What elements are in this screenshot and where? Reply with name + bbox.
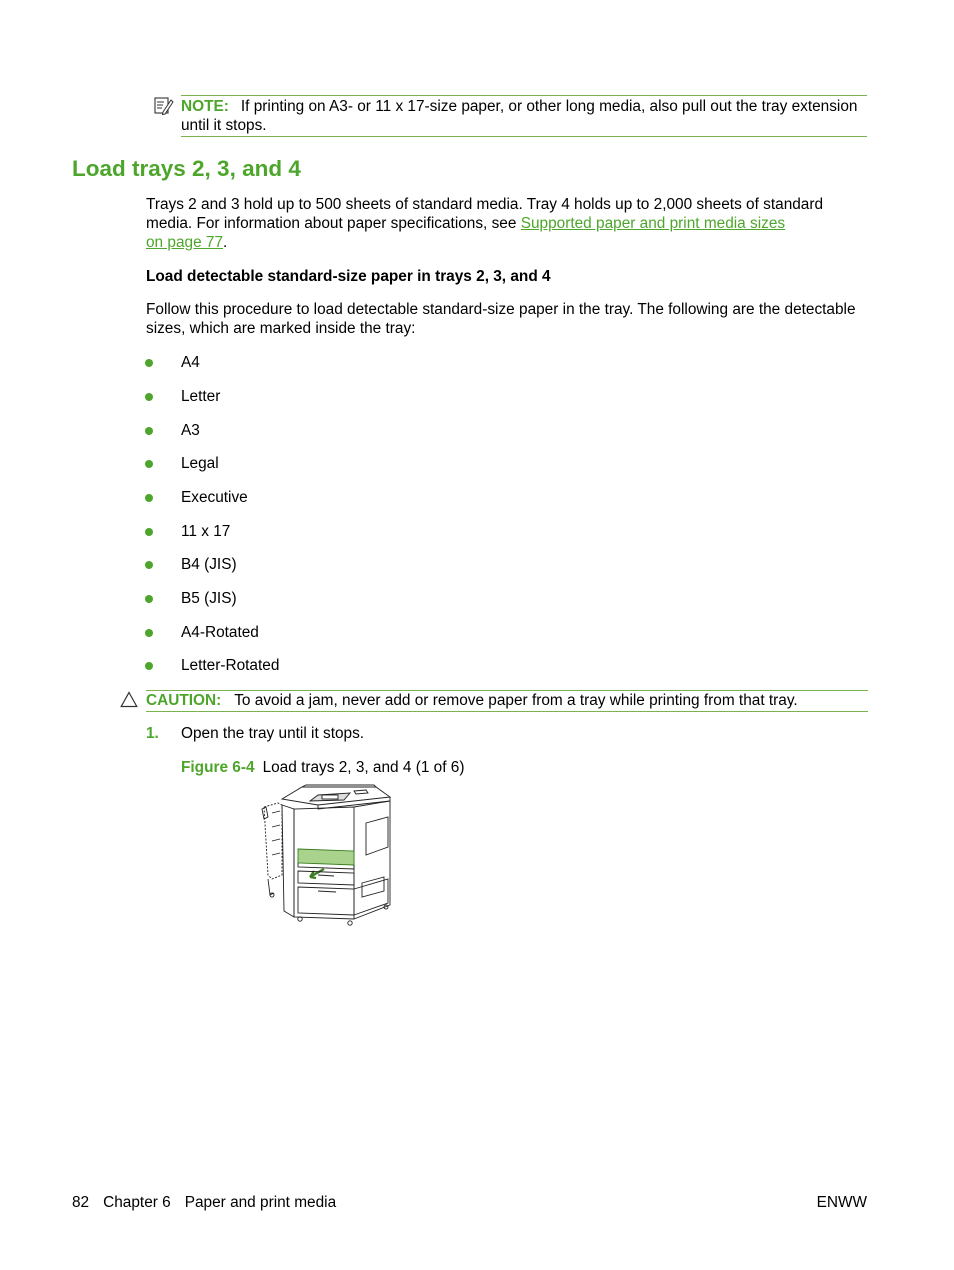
link-line-1[interactable]: Supported paper and print media sizes (520, 215, 786, 232)
page-footer-right: ENWW (816, 1194, 867, 1211)
footer-chapter: Chapter 6 (103, 1194, 171, 1211)
caution-label: CAUTION: (146, 692, 222, 709)
list-item-text: B5 (JIS) (181, 590, 237, 607)
page-number: 82 (72, 1194, 90, 1211)
list-item-text: A4 (181, 354, 200, 371)
note-label: NOTE: (181, 98, 229, 115)
list-item-text: Legal (181, 455, 219, 472)
step-number: 1. (146, 725, 159, 742)
step-text: Open the tray until it stops. (181, 725, 365, 742)
bullet-icon (145, 427, 153, 435)
bullet-icon (145, 494, 153, 502)
note-box (181, 95, 867, 137)
section-heading: Load trays 2, 3, and 4 (72, 156, 301, 181)
printer-illustration (258, 783, 398, 929)
figure-caption (181, 758, 464, 777)
caution-text: To avoid a jam, never add or remove paper from a tray while printing from that tray. (234, 692, 798, 709)
procedure-intro: Follow this procedure to load detectable standard-size paper in the tray. The following are the detectable sizes, which are marked inside the tray: (146, 301, 856, 337)
note-icon (154, 96, 174, 116)
list-item-text: B4 (JIS) (181, 556, 237, 573)
figure-caption-text: Load trays 2, 3, and 4 (1 of 6) (262, 759, 465, 776)
intro-period: . (223, 234, 228, 251)
bullet-icon (145, 629, 153, 637)
caution-triangle-icon (120, 691, 138, 708)
list-item-text: A4-Rotated (181, 624, 259, 641)
bullet-icon (145, 393, 153, 401)
subheading: Load detectable standard-size paper in trays 2, 3, and 4 (146, 268, 551, 285)
bullet-icon (145, 561, 153, 569)
list-item-text: Letter (181, 388, 221, 405)
bullet-icon (145, 528, 153, 536)
footer-chapter-title: Paper and print media (184, 1194, 337, 1211)
list-item-text: 11 x 17 (181, 523, 231, 540)
caution-box (146, 690, 868, 712)
link-line-2[interactable]: on page 77 (146, 234, 224, 251)
bullet-icon (145, 460, 153, 468)
intro-text: Trays 2 and 3 hold up to 500 sheets of standard media. Tray 4 holds up to 2,000 sheets of standard media. For information about paper specifications, see (146, 196, 824, 232)
intro-paragraph (146, 195, 868, 252)
note-text: If printing on A3- or 11 x 17-size paper, or other long media, also pull out the tray extension until it stops. (181, 98, 858, 134)
bullet-icon (145, 359, 153, 367)
page-footer-left (72, 1193, 350, 1212)
bullet-icon (145, 595, 153, 603)
list-item-text: Executive (181, 489, 248, 506)
figure-label: Figure 6-4 (181, 759, 255, 776)
list-item-text: Letter-Rotated (181, 657, 280, 674)
list-item-text: A3 (181, 422, 200, 439)
bullet-icon (145, 662, 153, 670)
